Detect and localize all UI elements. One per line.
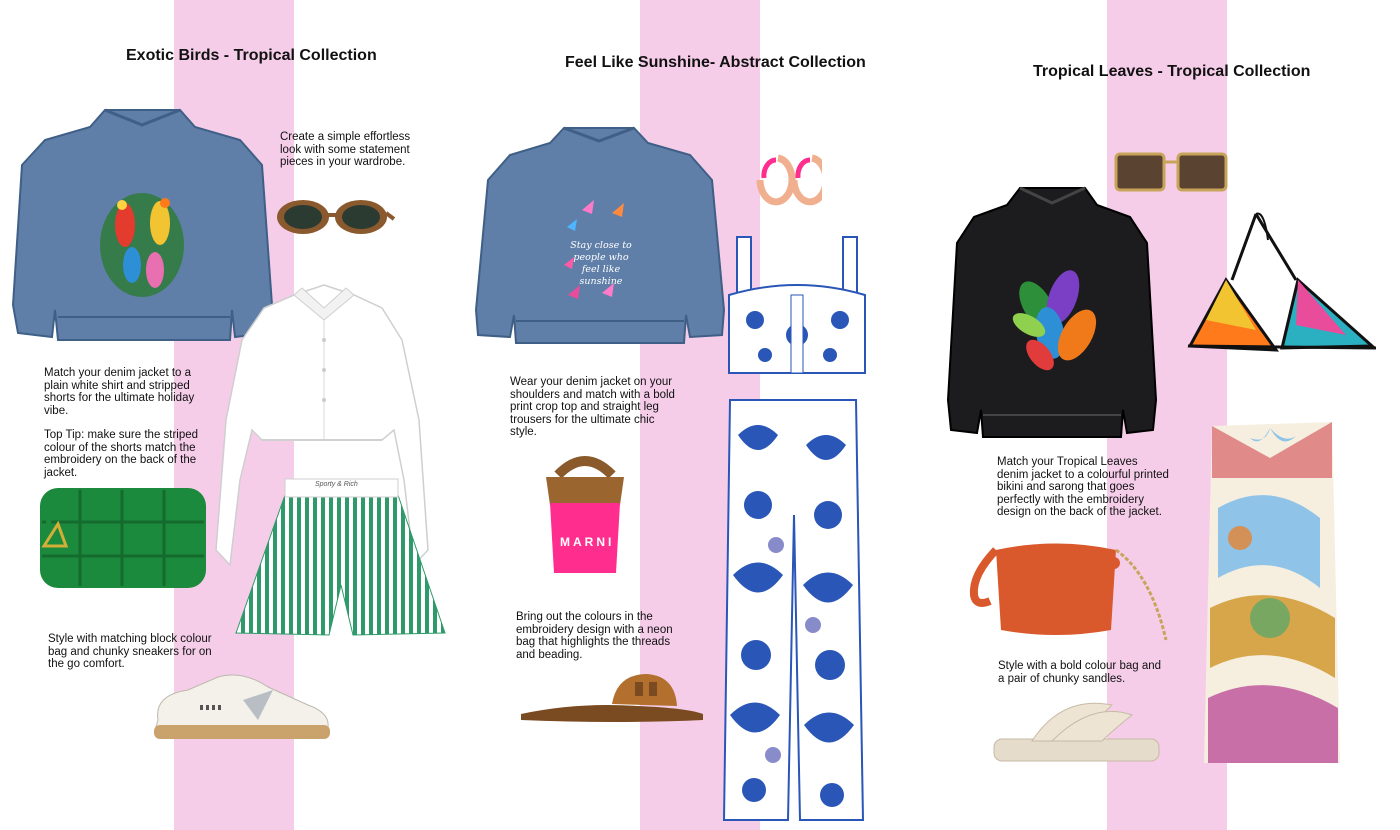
note-match-white-shirt: Match your denim jacket to a plain white shirt and stripped shorts for the ultimate holiday vibe. Top Tip: make sure the striped colour of the shorts match the embroidery on the back of the jacket.	[44, 367, 199, 479]
oval-sunglasses-image	[275, 195, 395, 239]
orange-pouch-bag-image	[966, 535, 1181, 645]
denim-jacket-butterflies-image	[472, 125, 728, 350]
white-sneaker-image	[148, 665, 333, 747]
green-padded-bag-image	[38, 480, 210, 592]
hoop-earrings-image	[752, 150, 822, 210]
black-jacket-leaves-image	[945, 185, 1159, 440]
note-bold-colour-bag: Style with a bold colour bag and a pair of chunky sandles.	[998, 660, 1162, 685]
note-bold-print-crop: Wear your denim jacket on your shoulders and match with a bold print crop top and straight leg trousers for the ultimate chic style.	[510, 376, 675, 438]
tan-slide-sandal-image	[517, 668, 707, 724]
blue-print-trousers-image	[718, 395, 868, 825]
collection-title-exotic-birds: Exotic Birds - Tropical Collection	[126, 47, 377, 64]
printed-sarong-image	[1200, 418, 1345, 768]
shorts-waistband-text: Sporty & Rich	[315, 481, 358, 488]
green-stripe-shorts-image	[233, 475, 448, 640]
note-block-colour-bag: Style with matching block colour bag and chunky sneakers for on the go comfort.	[48, 633, 212, 670]
jacket-embroidery-text: Stay close to people who feel like sunshine	[570, 240, 632, 287]
note-simple-look: Create a simple effortless look with some statement pieces in your wardrobe.	[280, 131, 411, 168]
chunky-sandal-image	[992, 695, 1162, 765]
collection-title-tropical-leaves: Tropical Leaves - Tropical Collection	[1033, 63, 1311, 80]
printed-bikini-top-image	[1186, 210, 1378, 358]
blue-print-crop-top-image	[725, 235, 870, 375]
collection-title-feel-like-sunshine: Feel Like Sunshine- Abstract Collection	[565, 54, 866, 71]
note-bikini-sarong: Match your Tropical Leaves denim jacket to a colourful printed bikini and sarong that goes perfectly with the embroidery design on the back of the jacket.	[997, 456, 1169, 518]
bag-logo-text: MARNI	[560, 535, 615, 549]
neon-pink-bag-image	[540, 455, 630, 580]
note-neon-bag: Bring out the colours in the embroidery design with a neon bag that highlights the threads and beading.	[516, 611, 673, 661]
